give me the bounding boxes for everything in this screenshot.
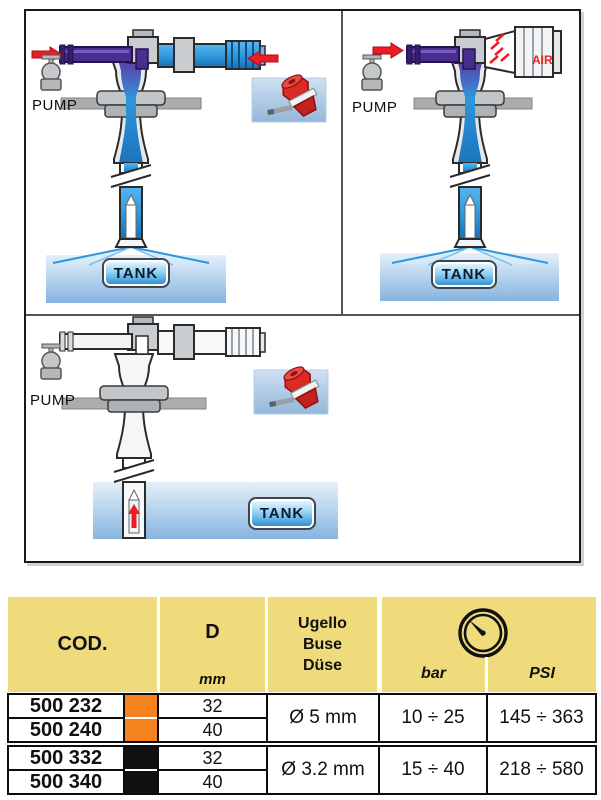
psi-cell: 145 ÷ 363 — [486, 693, 597, 743]
d-cell: 40 — [157, 717, 268, 743]
camlock-coupling-open — [485, 27, 561, 77]
bar-cell: 15 ÷ 40 — [378, 745, 488, 795]
dip-tube — [123, 482, 145, 538]
valve-knob-inset — [252, 70, 326, 130]
cod-cell: 500 340 — [7, 769, 125, 795]
cod-cell: 500 332 — [7, 745, 125, 771]
tank-label: TANK — [431, 260, 497, 289]
d-cell: 40 — [157, 769, 268, 795]
pump-label: PUMP — [30, 392, 76, 409]
drop-tube — [455, 187, 485, 247]
tank-label: TANK — [102, 258, 170, 288]
cod-cell: 500 232 — [7, 693, 125, 719]
swatch-divider — [125, 717, 157, 719]
bar-cell: 10 ÷ 25 — [378, 693, 488, 743]
header-nozzle-cell — [268, 597, 377, 692]
header-d-unit: mm — [199, 671, 226, 688]
header-cod-label: COD. — [57, 633, 108, 655]
figure-box — [24, 9, 581, 563]
cod-cell: 500 240 — [7, 717, 125, 743]
tank-label: TANK — [248, 497, 316, 530]
header-d-label: D — [205, 621, 220, 643]
valve-knob-inset — [254, 362, 328, 422]
nozzle-cell: Ø 5 mm — [266, 693, 380, 743]
header-pressure-cell — [382, 597, 596, 692]
color-swatch-orange — [123, 693, 159, 743]
inlet-pipe-empty — [60, 332, 132, 351]
nozzle-cell: Ø 3.2 mm — [266, 745, 380, 795]
pump-icon — [41, 344, 61, 379]
pump-icon — [362, 55, 382, 90]
swatch-divider — [125, 769, 157, 771]
panel-bottom-suction — [26, 316, 575, 559]
header-nozzle-fr: Buse — [302, 635, 343, 653]
inlet-pipe-purple — [407, 45, 475, 69]
drop-tube — [116, 187, 146, 247]
d-cell: 32 — [157, 745, 268, 771]
hex-union-nut — [174, 38, 194, 72]
outlet-pipe-blue — [158, 38, 265, 72]
header-nozzle-it: Ugello — [298, 614, 347, 632]
panel-top-left-spray — [26, 11, 341, 314]
outlet-pipe-empty — [158, 325, 265, 359]
pump-label: PUMP — [32, 97, 78, 114]
color-swatch-black — [123, 745, 159, 795]
header-d-cell — [160, 597, 265, 692]
venturi-body — [61, 59, 201, 247]
pump-label: PUMP — [352, 99, 398, 116]
d-cell: 32 — [157, 693, 268, 719]
header-psi-label: PSI — [529, 665, 555, 682]
pump-icon — [41, 55, 61, 90]
header-bar-label: bar — [421, 665, 446, 682]
air-label: AIR — [532, 53, 553, 67]
header-nozzle-de: Düse — [302, 656, 343, 674]
psi-cell: 218 ÷ 580 — [486, 745, 597, 795]
panel-top-right-air — [343, 11, 575, 314]
header-cod-cell — [8, 597, 157, 692]
valve-diagram-spray — [26, 11, 341, 314]
venturi-body — [414, 59, 532, 247]
